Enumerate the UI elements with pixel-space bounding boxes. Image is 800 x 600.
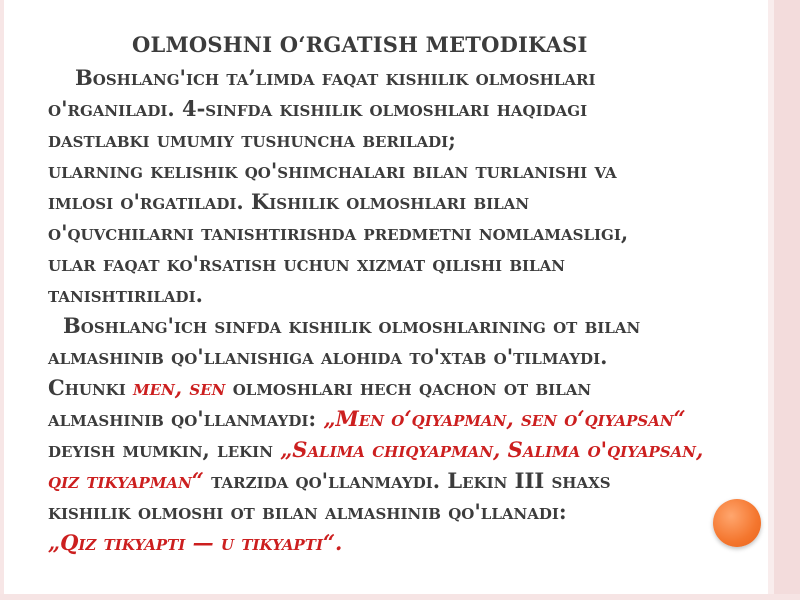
body-text-segment: o'rganiladi. 4-sinfda kishilik olmoshlari haqidagi (48, 96, 588, 121)
body-text-segment: kishilik olmoshi ot bilan almashinib qo'llanadi: (48, 499, 567, 524)
highlighted-example-text: „Salima chiqyapman, Salima o'qiyapsan, (280, 437, 704, 462)
body-line (48, 124, 768, 155)
body-line (48, 186, 768, 217)
body-line (48, 527, 768, 558)
left-edge-decoration (0, 0, 4, 600)
body-text-segment: ular faqat ko'rsatish uchun xizmat qilishi bilan (48, 251, 565, 276)
body-text-segment: imlosi o'rgatiladi. Kishilik olmoshlari bilan (48, 189, 530, 214)
body-line (48, 465, 768, 496)
highlighted-example-text: men, sen (133, 375, 226, 400)
slide-title: OLMOSHNI O‘RGATISH METODIKASI (132, 32, 588, 57)
body-line (48, 341, 768, 372)
body-text-segment: ularning kelishik qo'shimchalari bilan turlanishi va (48, 158, 617, 183)
body-line (48, 279, 768, 310)
body-line (48, 62, 768, 93)
body-line (48, 434, 768, 465)
slide-body-text (48, 62, 768, 558)
body-text-segment: olmoshlari hech qachon ot bilan (225, 375, 592, 400)
body-text-segment: o'quvchilarni tanishtirishda predmetni nomlamasligi, (48, 220, 629, 245)
body-text-segment: tarzida qo'llanmaydi. Lekin III shaxs (203, 468, 611, 493)
body-text-segment: Boshlang'ich sinfda kishilik olmoshlarining ot bilan (63, 313, 641, 338)
body-line (48, 248, 768, 279)
body-line (48, 310, 768, 341)
body-text-segment: Boshlang'ich ta’limda faqat kishilik olmoshlari (75, 65, 596, 90)
highlighted-example-text: „Qiz tikyapti — u tikyapti“. (48, 530, 343, 555)
body-text-segment: deyish mumkin, lekin (48, 437, 281, 462)
body-text-segment: almashinib qo'llanmaydi: (48, 406, 324, 431)
highlighted-example-text: qiz tikyapman“ (48, 468, 204, 493)
right-border-decoration (774, 0, 800, 600)
body-line (48, 496, 768, 527)
body-line (48, 155, 768, 186)
bottom-strip-decoration (0, 594, 800, 600)
body-text-segment: almashinib qo'llanishiga alohida to'xtab o'tilmaydi. (48, 344, 608, 369)
orange-circle-decoration (713, 499, 761, 547)
highlighted-example-text: „Men o‘qiyapman, sen o‘qiyapsan“ (323, 406, 686, 431)
body-line (48, 403, 768, 434)
body-line (48, 372, 768, 403)
body-text-segment: Chunki (48, 375, 134, 400)
body-line (48, 93, 768, 124)
body-line (48, 217, 768, 248)
body-text-segment: dastlabki umumiy tushuncha beriladi; (48, 127, 456, 152)
body-text-segment: tanishtiriladi. (48, 282, 203, 307)
